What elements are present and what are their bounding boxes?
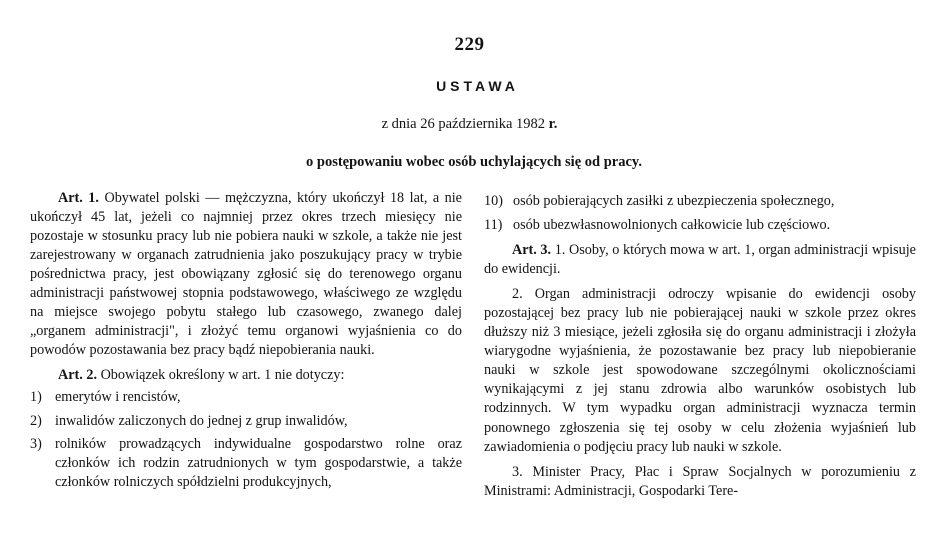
list-item-number: 10)	[484, 193, 503, 209]
document-title: USTAWA	[436, 78, 519, 94]
list-item-text: osób pobierających zasiłki z ubezpieczenia społecznego,	[513, 193, 835, 209]
article-1	[30, 189, 462, 360]
article-2-heading: Art. 2.	[58, 367, 98, 384]
list-item	[30, 412, 462, 431]
document-subtitle: o postępowaniu wobec osób uchylających się od pracy.	[306, 154, 642, 170]
article-3-heading: Art. 3.	[512, 242, 552, 259]
list-item	[30, 435, 462, 492]
article-3-paragraph-1: 1. Osoby, o których mowa w art. 1, organ administracji wpisuje do ewidencji.	[484, 242, 916, 278]
date-suffix: r.	[548, 116, 558, 132]
article-3	[484, 241, 916, 279]
list-item-text: rolników prowadzących indywidualne gospodarstwo rolne oraz członków ich rodzin zatrudnionych w tym gospodarstwie, a także członków rolniczych spółdzielni produkcyjnych,	[55, 435, 462, 490]
article-2	[30, 366, 462, 385]
article-2-text: Obowiązek określony w art. 1 nie dotyczy:	[100, 367, 345, 384]
list-item-number: 2)	[30, 412, 42, 429]
list-item-number: 3)	[30, 435, 42, 452]
list-item-text: emerytów i rencistów,	[55, 389, 181, 406]
list-item	[484, 216, 916, 235]
list-item-text: inwalidów zaliczonych do jednej z grup inwalidów,	[55, 412, 348, 429]
date-text: z dnia 26 października 1982	[381, 116, 546, 132]
list-item-number: 11)	[484, 217, 503, 234]
list-item-number: 1)	[30, 389, 42, 406]
list-item-text: osób ubezwłasnowolnionych całkowicie lub częściowo.	[513, 217, 831, 234]
continued-list	[484, 192, 916, 235]
article-3-paragraph-2: 2. Organ administracji odroczy wpisanie do ewidencji osoby pozostającej bez pracy lub nie pobierającej nauki w szkole przez okres dłuższy niż 3 miesiące, jeżeli zgłosiła się do organu administracji i złożyła wiarygodne wyjaśnienia, że pozostawanie bez pracy lub niepobieranie nauki w szkole jest spowodowane szczególnymi okolicznościami wynikającymi z jej stanu zdrowia albo warunków osobistych lub rodzinnych. W tym wypadku organ administracji wyznacza termin ponownego zgłoszenia się tej osoby w celu złożenia wyjaśnień lub zawiadomienia o podjęciu pracy lub nauki w szkole.	[484, 286, 916, 455]
document-date	[0, 116, 939, 133]
article-1-text: Obywatel polski — mężczyzna, który ukończył 18 lat, a nie ukończył 45 lat, jeżeli co najmniej przez okres trzech miesięcy nie pozostaje w stosunku pracy lub nie pobiera nauki w szkole, a także nie jest zarejestrowany w organach zatrudnienia jako poszukujący pracy w trybie pośrednictwa pracy, jest obowiązany zgłosić się do terenowego organu administracji państwowej stopnia podstawowego, właściwego ze względu na miejsce swojego pobytu stałego lub czasowego, zwanego dalej „organem administracji", i złożyć temu organowi wyjaśnienia co do powodów pozostawania bez pracy bądź niepobierania nauki.	[30, 190, 462, 359]
right-column	[484, 192, 916, 501]
list-item	[30, 388, 462, 407]
list-item	[484, 192, 916, 211]
article-2-list	[30, 388, 462, 491]
article-1-heading: Art. 1.	[58, 190, 99, 206]
article-3-paragraph-3: 3. Minister Pracy, Płac i Spraw Socjalnych w porozumieniu z Ministrami: Administracji, Gospodarki Tere-	[484, 463, 916, 499]
left-column	[30, 189, 462, 496]
page-number: 229	[454, 34, 485, 55]
